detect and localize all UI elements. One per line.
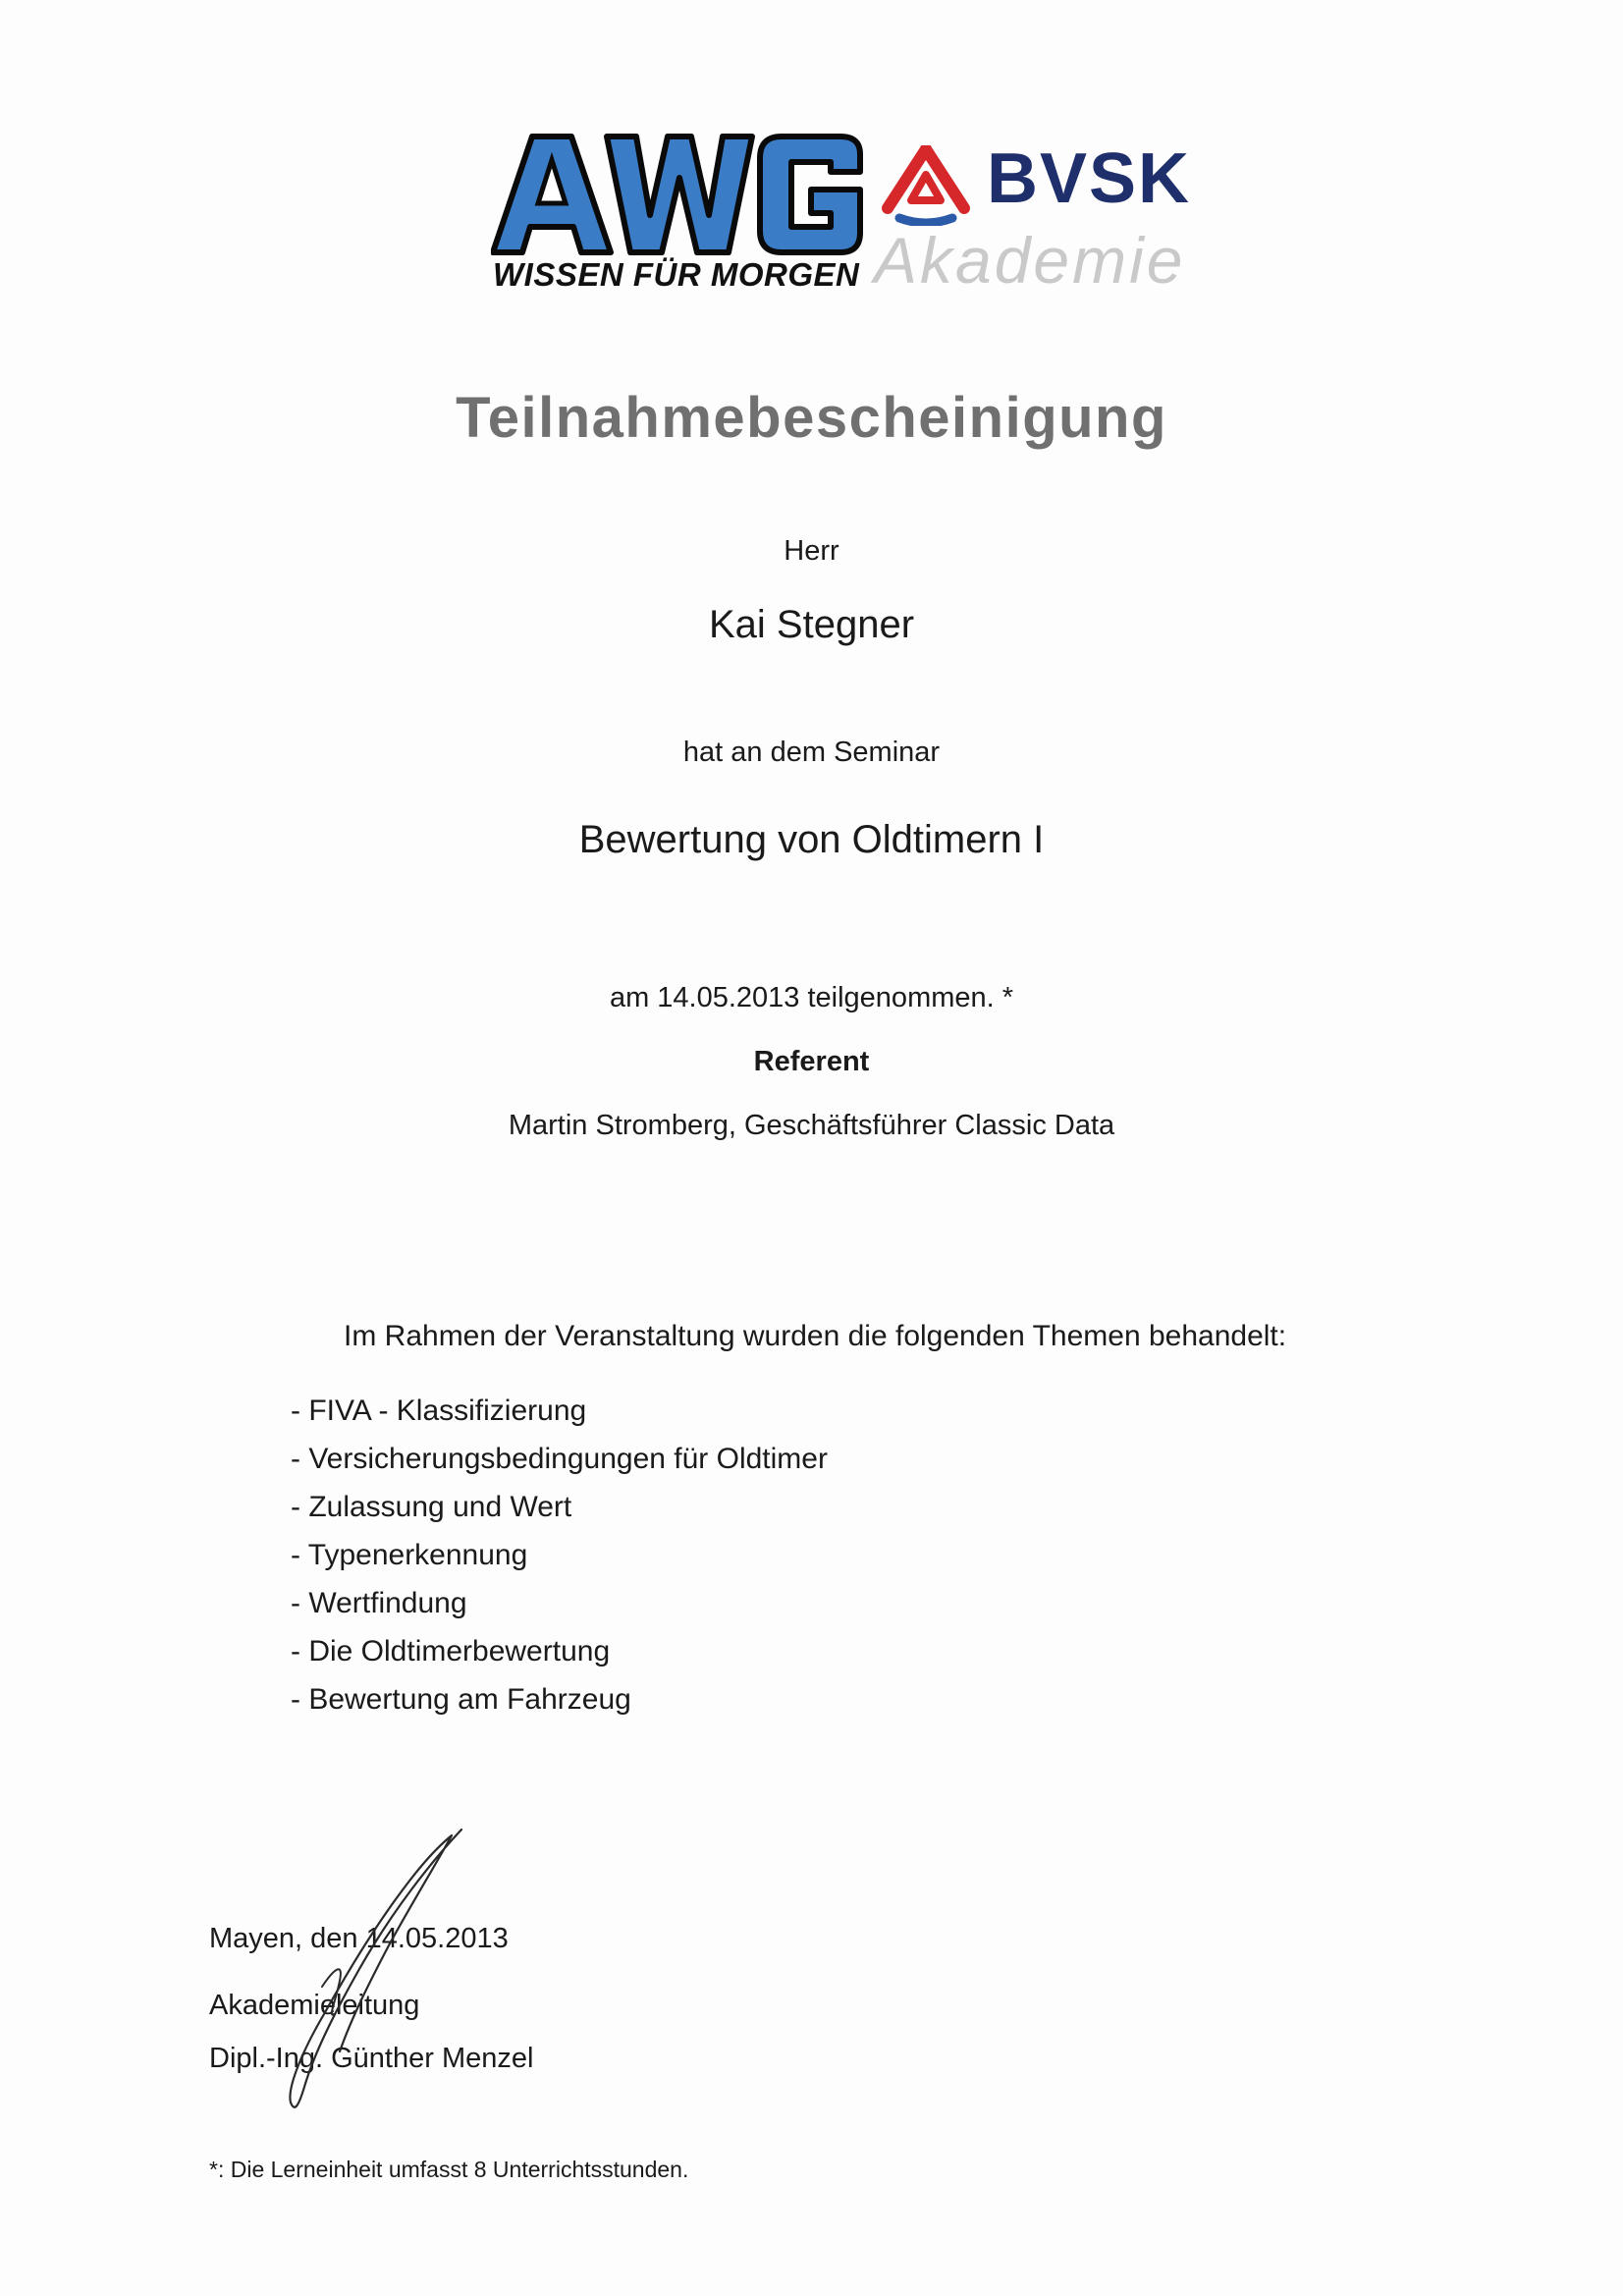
page-title: Teilnahmebescheinigung (456, 386, 1167, 450)
bvsk-logo (874, 137, 1192, 304)
awg-tagline: WISSEN FÜR MORGEN (493, 256, 860, 293)
list-item: - Die Oldtimerbewertung (291, 1635, 611, 1667)
seminar-title: Bewertung von Oldtimern I (578, 818, 1045, 861)
awg-wordmark-icon (491, 133, 864, 255)
topics-list (291, 1387, 828, 1723)
participation-date: am 14.05.2013 teilgenommen. * (609, 982, 1014, 1013)
topics-intro: Im Rahmen der Veranstaltung wurden die folgenden Themen behandelt: (344, 1320, 1287, 1352)
seminar-phrase: hat an dem Seminar (682, 737, 941, 768)
awg-logo (491, 133, 864, 300)
bvsk-akademie: Akademie (874, 224, 1186, 297)
referent-label: Referent (753, 1046, 870, 1077)
bvsk-triangle-icon (882, 145, 970, 226)
list-item: - Wertfindung (291, 1587, 467, 1619)
list-item: - Zulassung und Wert (291, 1491, 572, 1523)
list-item: - Bewertung am Fahrzeug (291, 1683, 631, 1716)
signer-name: Dipl.-Ing. Günther Menzel (209, 2043, 534, 2074)
place-date: Mayen, den 14.05.2013 (209, 1923, 509, 1954)
footnote: *: Die Lerneinheit umfasst 8 Unterrichtsstunden. (209, 2157, 689, 2182)
list-item: - Versicherungsbedingungen für Oldtimer (291, 1443, 828, 1475)
signer-office: Akademieleitung (209, 1990, 420, 2021)
list-item: - FIVA - Klassifizierung (291, 1394, 587, 1427)
referent-name: Martin Stromberg, Geschäftsführer Classic Data (508, 1110, 1115, 1141)
signature-icon (265, 1822, 481, 2116)
participant-name: Kai Stegner (708, 603, 915, 646)
salutation: Herr (784, 535, 839, 567)
list-item: - Typenerkennung (291, 1539, 528, 1571)
bvsk-name: BVSK (987, 139, 1192, 218)
